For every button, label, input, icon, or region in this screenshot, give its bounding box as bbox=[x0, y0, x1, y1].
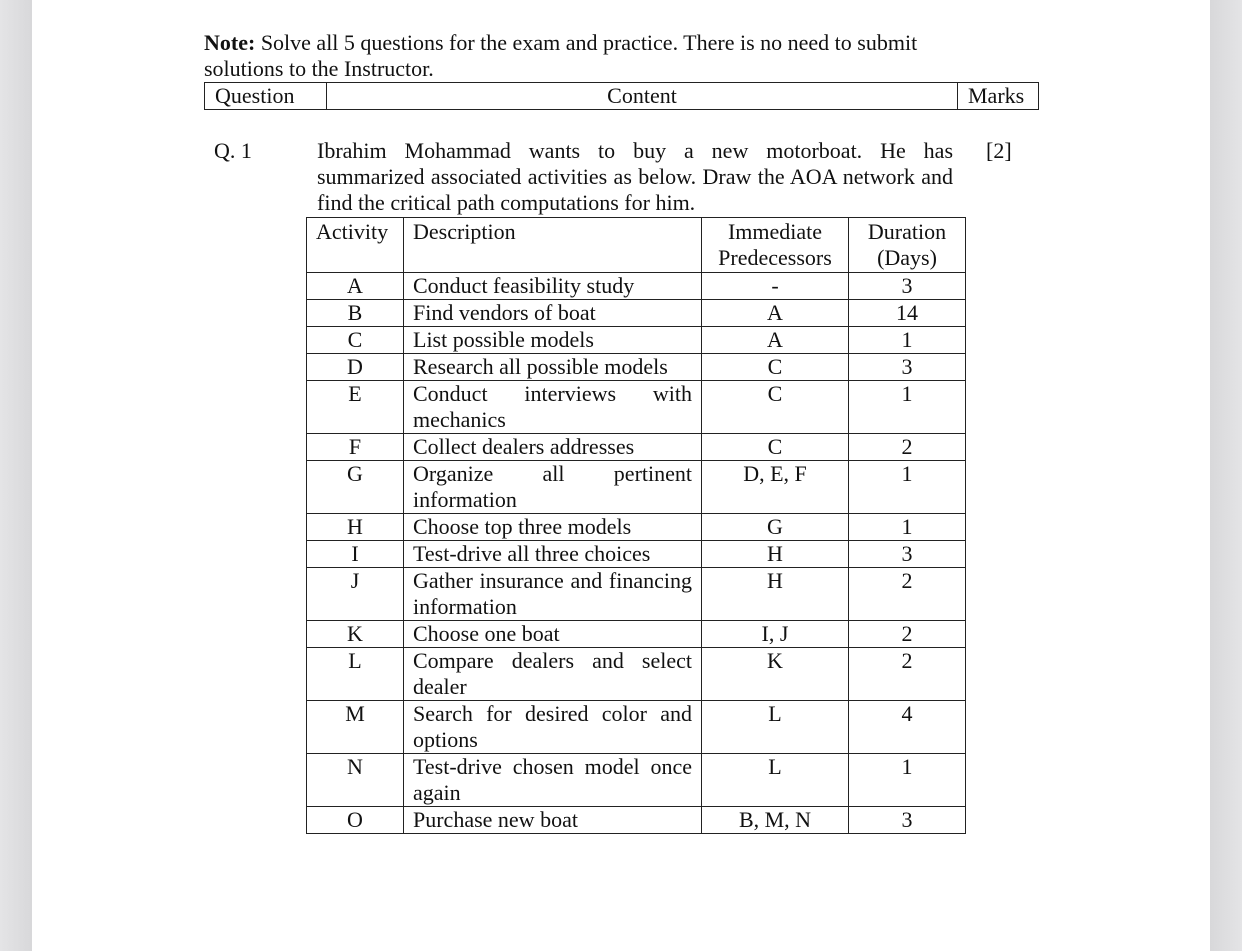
activity-cell: N bbox=[307, 754, 404, 807]
header-content: Content bbox=[327, 83, 958, 110]
activity-cell: B bbox=[307, 300, 404, 327]
duration-cell: 3 bbox=[849, 354, 966, 381]
note-label: Note: bbox=[204, 30, 256, 55]
activity-cell: A bbox=[307, 273, 404, 300]
predecessors-cell: K bbox=[702, 648, 849, 701]
activity-cell: K bbox=[307, 621, 404, 648]
description-cell: Test-drive chosen model once again bbox=[404, 754, 702, 807]
table-row bbox=[307, 514, 966, 541]
predecessors-cell: C bbox=[702, 434, 849, 461]
table-row bbox=[307, 354, 966, 381]
duration-cell: 4 bbox=[849, 701, 966, 754]
table-row bbox=[307, 807, 966, 834]
duration-cell: 1 bbox=[849, 754, 966, 807]
table-row bbox=[307, 461, 966, 514]
activity-cell: C bbox=[307, 327, 404, 354]
predecessors-cell: H bbox=[702, 541, 849, 568]
description-cell: Purchase new boat bbox=[404, 807, 702, 834]
col-header-predecessors bbox=[702, 218, 849, 273]
col-header-description: Description bbox=[404, 218, 702, 273]
exam-note bbox=[204, 30, 964, 82]
activity-cell: D bbox=[307, 354, 404, 381]
duration-cell: 14 bbox=[849, 300, 966, 327]
question-header-table bbox=[204, 82, 1039, 110]
table-row bbox=[307, 568, 966, 621]
activity-cell: H bbox=[307, 514, 404, 541]
col-header-duration bbox=[849, 218, 966, 273]
activity-cell: G bbox=[307, 461, 404, 514]
table-row bbox=[307, 273, 966, 300]
description-cell: Conduct feasibility study bbox=[404, 273, 702, 300]
note-text: Solve all 5 questions for the exam and practice. There is no need to submit solutions to the Instructor. bbox=[204, 30, 918, 81]
activity-table bbox=[306, 217, 966, 834]
description-cell: Test-drive all three choices bbox=[404, 541, 702, 568]
activity-table-header-row bbox=[307, 218, 966, 273]
duration-cell: 1 bbox=[849, 514, 966, 541]
table-row bbox=[307, 648, 966, 701]
activity-cell: O bbox=[307, 807, 404, 834]
activity-cell: J bbox=[307, 568, 404, 621]
table-row bbox=[307, 701, 966, 754]
predecessors-cell: H bbox=[702, 568, 849, 621]
col-header-predecessors-line2: Predecessors bbox=[718, 245, 832, 270]
duration-cell: 2 bbox=[849, 434, 966, 461]
description-cell: List possible models bbox=[404, 327, 702, 354]
col-header-duration-line1: Duration bbox=[867, 219, 947, 244]
table-row bbox=[307, 327, 966, 354]
duration-cell: 3 bbox=[849, 807, 966, 834]
question-text: Ibrahim Mohammad wants to buy a new motorboat. He has summarized associated activities as below. Draw the AOA network and find the critical path computations for him. bbox=[317, 138, 953, 215]
activity-cell: F bbox=[307, 434, 404, 461]
predecessors-cell: D, E, F bbox=[702, 461, 849, 514]
predecessors-cell: B, M, N bbox=[702, 807, 849, 834]
activity-cell: I bbox=[307, 541, 404, 568]
table-row bbox=[307, 541, 966, 568]
predecessors-cell: A bbox=[702, 327, 849, 354]
description-cell: Collect dealers addresses bbox=[404, 434, 702, 461]
predecessors-cell: L bbox=[702, 701, 849, 754]
description-cell: Search for desired color and options bbox=[404, 701, 702, 754]
col-header-activity: Activity bbox=[307, 218, 404, 273]
predecessors-cell: - bbox=[702, 273, 849, 300]
predecessors-cell: C bbox=[702, 381, 849, 434]
description-cell: Research all possible models bbox=[404, 354, 702, 381]
description-cell: Organize all pertinent information bbox=[404, 461, 702, 514]
activity-cell: L bbox=[307, 648, 404, 701]
description-cell: Compare dealers and select dealer bbox=[404, 648, 702, 701]
question-number: Q. 1 bbox=[214, 138, 252, 163]
predecessors-cell: L bbox=[702, 754, 849, 807]
document-page bbox=[32, 0, 1210, 951]
predecessors-cell: C bbox=[702, 354, 849, 381]
description-cell: Find vendors of boat bbox=[404, 300, 702, 327]
description-cell: Choose one boat bbox=[404, 621, 702, 648]
table-row bbox=[307, 381, 966, 434]
activity-cell: E bbox=[307, 381, 404, 434]
predecessors-cell: I, J bbox=[702, 621, 849, 648]
duration-cell: 3 bbox=[849, 273, 966, 300]
description-cell: Conduct interviews with mechanics bbox=[404, 381, 702, 434]
predecessors-cell: A bbox=[702, 300, 849, 327]
question-marks: [2] bbox=[986, 138, 1012, 163]
description-cell: Choose top three models bbox=[404, 514, 702, 541]
viewer-margin-right bbox=[1210, 0, 1242, 951]
col-header-duration-line2: (Days) bbox=[877, 245, 937, 270]
duration-cell: 2 bbox=[849, 648, 966, 701]
predecessors-cell: G bbox=[702, 514, 849, 541]
duration-cell: 1 bbox=[849, 327, 966, 354]
table-row bbox=[307, 621, 966, 648]
col-header-predecessors-line1: Immediate bbox=[727, 219, 823, 244]
description-cell: Gather insurance and financing information bbox=[404, 568, 702, 621]
duration-cell: 3 bbox=[849, 541, 966, 568]
cropped-previous-line bbox=[322, 0, 862, 4]
table-row bbox=[307, 300, 966, 327]
header-marks: Marks bbox=[958, 83, 1039, 110]
duration-cell: 2 bbox=[849, 568, 966, 621]
header-question: Question bbox=[205, 83, 327, 110]
duration-cell: 2 bbox=[849, 621, 966, 648]
table-row bbox=[307, 434, 966, 461]
duration-cell: 1 bbox=[849, 461, 966, 514]
table-row bbox=[307, 754, 966, 807]
duration-cell: 1 bbox=[849, 381, 966, 434]
activity-cell: M bbox=[307, 701, 404, 754]
viewer-margin-left bbox=[0, 0, 32, 951]
